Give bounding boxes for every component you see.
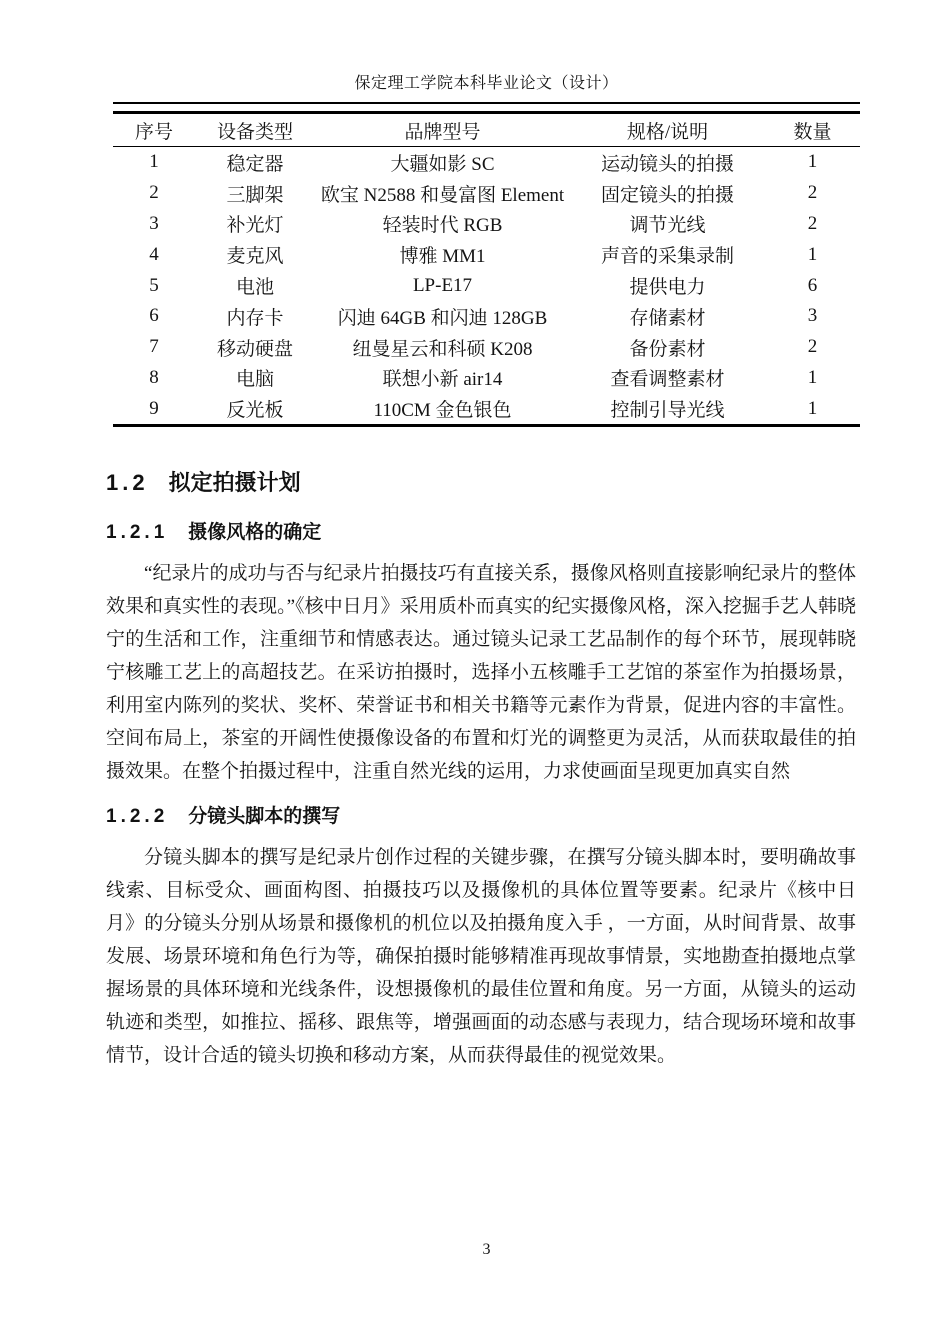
table-row (113, 301, 860, 332)
table-cell: 博雅 MM1 (399, 246, 486, 268)
table-cell: 7 (149, 336, 159, 358)
table-row (113, 270, 860, 301)
table-cell: 备份素材 (629, 338, 706, 360)
table-header-row (113, 113, 860, 147)
table-cell: 8 (149, 366, 159, 388)
table-row (113, 363, 860, 394)
table-cell: 调节光线 (629, 215, 706, 237)
table-row (113, 332, 860, 363)
table-cell: 控制引导光线 (610, 400, 725, 422)
section-title-text: 拟定拍摄计划 (168, 470, 301, 495)
section-heading-1-2-1 (106, 520, 321, 546)
table-cell: 1 (807, 151, 818, 173)
table-cell: 1 (807, 366, 818, 388)
table-column-header: 序号 (113, 113, 195, 147)
section-number: 1.2 (106, 470, 149, 495)
table-cell: 反光板 (226, 400, 284, 422)
table-cell: 移动硬盘 (216, 338, 293, 360)
section-heading-1-2-2 (106, 804, 340, 830)
table-column-header: 品牌型号 (315, 113, 570, 147)
table-cell: 固定镜头的拍摄 (600, 184, 734, 206)
section-heading-1-2 (106, 468, 301, 498)
table-cell: 三脚架 (226, 184, 284, 206)
table-row (113, 209, 860, 240)
table-cell: 3 (149, 212, 159, 234)
table-cell: 电池 (235, 277, 274, 299)
table-cell: 2 (807, 212, 818, 234)
table-cell: 轻装时代 RGB (382, 215, 503, 237)
table-row (113, 239, 860, 270)
table-cell: 声音的采集录制 (600, 246, 734, 268)
table-cell: 大疆如影 SC (390, 153, 495, 175)
table-column-header: 数量 (765, 113, 860, 147)
table-row (113, 178, 860, 209)
table-cell: 9 (149, 397, 159, 419)
section-title-text: 分镜头脚本的撰写 (188, 806, 341, 827)
table-cell: 存储素材 (629, 307, 706, 329)
table-cell: 纽曼星云和科硕 K208 (352, 338, 533, 360)
page-number: 3 (482, 1241, 491, 1258)
table-cell: 2 (807, 336, 818, 358)
table-cell: LP-E17 (412, 274, 473, 296)
table-cell: 内存卡 (226, 307, 284, 329)
table-cell: 6 (807, 274, 818, 296)
paragraph-shooting-style: “纪录片的成功与否与纪录片拍摄技巧有直接关系，摄像风格则直接影响纪录片的整体效果和真实性的表现。”《核中日月》采用质朴而真实的纪实摄像风格，深入挖掘手艺人韩晓宁的生活和工作，注重细节和情感表达。通过镜头记录工艺品制作的每个环节，展现韩晓宁核雕工艺上的高超技艺。在采访拍摄时，选择小五核雕手工艺馆的茶室作为拍摄场景，利用室内陈列的奖状、奖杯、荣誉证书和相关书籍等元素作为背景，促进内容的丰富性。空间布局上，茶室的开阔性使摄像设备的布置和灯光的调整更为灵活，从而获取最佳的拍摄效果。在整个拍摄过程中，注重自然光线的运用，力求使画面呈现更加真实自然 (106, 563, 856, 782)
table-cell: 1 (149, 151, 159, 173)
table-cell: 麦克风 (226, 246, 284, 268)
table-cell: 4 (149, 243, 159, 265)
table-column-header: 规格/说明 (570, 113, 765, 147)
table-column-header: 设备类型 (195, 113, 315, 147)
header-rule (113, 102, 860, 104)
table-cell: 3 (807, 305, 818, 327)
section-number: 1.2.2 (106, 806, 169, 827)
table-cell: 6 (149, 305, 159, 327)
paragraph-storyboard-writing: 分镜头脚本的撰写是纪录片创作过程的关键步骤，在撰写分镜头脚本时，要明确故事线索、目标受众、画面构图、拍摄技巧以及摄像机的具体位置等要素。纪录片《核中日月》的分镜头分别从场景和摄像机的机位以及拍摄角度入手 ，一方面，从时间背景、故事发展、场景环境和角色行为等，确保拍摄时能够精准再现故事情景，实地勘查拍摄地点掌握场景的具体环境和光线条件，设想摄像机的最佳位置和角度。另一方面，从镜头的运动轨迹和类型，如推拉、摇移、跟焦等，增强画面的动态感与表现力，结合现场环境和故事情节，设计合适的镜头切换和移动方案，从而获得最佳的视觉效果。 (106, 847, 856, 1066)
table-cell: 1 (807, 243, 818, 265)
section-number: 1.2.1 (106, 522, 169, 543)
table-cell: 提供电力 (629, 277, 706, 299)
section-title-text: 摄像风格的确定 (188, 522, 322, 543)
table-row (113, 147, 860, 178)
table-cell: 欧宝 N2588 和曼富图 Element (320, 184, 565, 206)
table-cell: 稳定器 (226, 153, 284, 175)
table-cell: 补光灯 (226, 215, 284, 237)
table-cell: 闪迪 64GB 和闪迪 128GB (337, 307, 548, 329)
table-cell: 1 (807, 397, 818, 419)
table-cell: 2 (149, 182, 159, 204)
table-cell: 查看调整素材 (610, 369, 725, 391)
table-cell: 运动镜头的拍摄 (600, 153, 734, 175)
table-cell: 联想小新 air14 (382, 369, 503, 391)
table-cell: 2 (807, 182, 818, 204)
table-row (113, 393, 860, 425)
table-cell: 110CM 金色银色 (373, 400, 512, 422)
table-cell: 5 (149, 274, 159, 296)
equipment-table (113, 111, 860, 427)
running-header-title: 保定理工学院本科毕业论文（设计） (354, 75, 619, 92)
table-cell: 电脑 (235, 369, 274, 391)
